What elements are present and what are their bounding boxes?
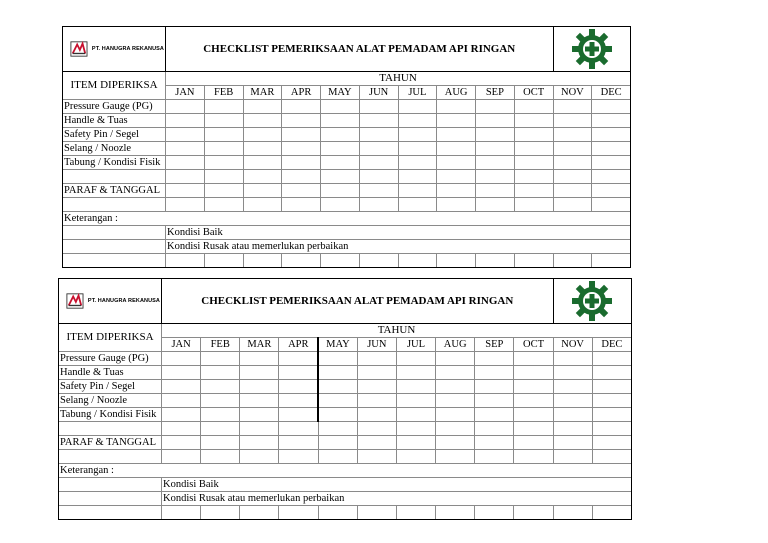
table-row	[63, 142, 631, 156]
company-logo-icon	[66, 292, 84, 310]
check-cell[interactable]	[321, 100, 360, 114]
company-name: PT. HANUGRA REKANUSA	[87, 297, 160, 304]
check-cell[interactable]	[398, 128, 437, 142]
check-cell[interactable]	[243, 128, 282, 142]
check-cell[interactable]	[166, 156, 205, 170]
check-cell[interactable]	[514, 352, 553, 366]
table-row	[59, 366, 632, 380]
month-header: MAY	[321, 86, 360, 100]
month-header: OCT	[514, 86, 553, 100]
check-cell[interactable]	[553, 394, 592, 408]
check-cell[interactable]	[201, 394, 240, 408]
check-cell[interactable]	[592, 114, 631, 128]
month-header: DEC	[592, 86, 631, 100]
month-header: APR	[279, 338, 318, 352]
check-cell[interactable]	[514, 408, 553, 422]
check-cell[interactable]	[166, 128, 205, 142]
check-cell[interactable]	[240, 408, 279, 422]
paraf-cell[interactable]	[592, 436, 631, 450]
check-cell[interactable]	[282, 128, 321, 142]
check-cell[interactable]	[162, 366, 201, 380]
safety-gear-cross-icon	[570, 279, 614, 323]
check-cell[interactable]	[279, 352, 318, 366]
check-cell[interactable]	[204, 156, 243, 170]
check-cell[interactable]	[321, 128, 360, 142]
check-cell[interactable]	[553, 114, 592, 128]
paraf-cell[interactable]	[436, 436, 475, 450]
paraf-cell[interactable]	[475, 436, 514, 450]
paraf-cell[interactable]	[318, 436, 357, 450]
check-cell[interactable]	[357, 366, 396, 380]
check-cell[interactable]	[396, 366, 435, 380]
check-cell[interactable]	[514, 394, 553, 408]
checklist-table	[58, 278, 632, 520]
table-row	[59, 408, 632, 422]
check-cell[interactable]	[279, 366, 318, 380]
month-header: NOV	[553, 338, 592, 352]
month-header: DEC	[592, 338, 631, 352]
month-header: APR	[282, 86, 321, 100]
paraf-cell[interactable]	[514, 436, 553, 450]
form-title: CHECKLIST PEMERIKSAAN ALAT PEMADAM API RINGAN	[166, 27, 554, 72]
month-header: MAR	[240, 338, 279, 352]
keterangan-label: Keterangan :	[63, 212, 631, 226]
check-cell[interactable]	[437, 100, 476, 114]
check-cell[interactable]	[476, 142, 515, 156]
check-cell[interactable]	[396, 352, 435, 366]
paraf-cell[interactable]	[201, 436, 240, 450]
item-header: ITEM DIPERIKSA	[63, 72, 166, 100]
check-cell[interactable]	[359, 156, 398, 170]
check-cell[interactable]	[475, 366, 514, 380]
paraf-cell[interactable]	[476, 184, 515, 198]
keterangan-row	[63, 212, 631, 226]
legend-damaged: Kondisi Rusak atau memerlukan perbaikan	[162, 492, 632, 506]
check-cell[interactable]	[201, 366, 240, 380]
check-cell[interactable]	[357, 394, 396, 408]
month-header: JAN	[162, 338, 201, 352]
check-cell[interactable]	[282, 100, 321, 114]
check-cell[interactable]	[553, 128, 592, 142]
check-cell[interactable]	[357, 408, 396, 422]
company-name: PT. HANUGRA REKANUSA	[91, 45, 164, 52]
check-cell[interactable]	[162, 394, 201, 408]
check-cell[interactable]	[282, 114, 321, 128]
month-header: MAR	[243, 86, 282, 100]
check-cell[interactable]	[514, 380, 553, 394]
check-cell[interactable]	[592, 156, 631, 170]
check-cell[interactable]	[359, 114, 398, 128]
check-cell[interactable]	[514, 128, 553, 142]
month-header: JUN	[359, 86, 398, 100]
year-header: TAHUN	[166, 72, 631, 86]
check-cell[interactable]	[321, 156, 360, 170]
paraf-cell[interactable]	[437, 184, 476, 198]
check-cell[interactable]	[592, 408, 631, 422]
legend-damaged: Kondisi Rusak atau memerlukan perbaikan	[166, 240, 631, 254]
keterangan-row	[59, 464, 632, 478]
check-cell[interactable]	[240, 352, 279, 366]
check-cell[interactable]	[437, 128, 476, 142]
check-cell[interactable]	[436, 352, 475, 366]
year-header: TAHUN	[162, 324, 632, 338]
check-cell[interactable]	[282, 142, 321, 156]
paraf-cell[interactable]	[359, 184, 398, 198]
check-cell[interactable]	[240, 394, 279, 408]
check-cell[interactable]	[553, 100, 592, 114]
check-cell[interactable]	[592, 352, 631, 366]
check-cell[interactable]	[162, 380, 201, 394]
check-cell[interactable]	[592, 128, 631, 142]
table-row	[63, 100, 631, 114]
check-cell[interactable]	[398, 100, 437, 114]
logo-cell	[59, 279, 162, 324]
check-cell[interactable]	[475, 380, 514, 394]
table-row	[63, 114, 631, 128]
check-cell[interactable]	[240, 366, 279, 380]
month-header: AUG	[437, 86, 476, 100]
legend-row	[63, 226, 631, 240]
item-label: Handle & Tuas	[63, 114, 166, 128]
check-cell[interactable]	[436, 408, 475, 422]
paraf-cell[interactable]	[204, 184, 243, 198]
check-cell[interactable]	[476, 114, 515, 128]
check-cell[interactable]	[357, 352, 396, 366]
check-cell[interactable]	[475, 394, 514, 408]
check-cell[interactable]	[475, 352, 514, 366]
legend-row	[63, 240, 631, 254]
paraf-row	[59, 436, 632, 450]
check-cell[interactable]	[592, 380, 631, 394]
legend-good: Kondisi Baik	[162, 478, 632, 492]
check-cell[interactable]	[437, 156, 476, 170]
check-cell[interactable]	[396, 408, 435, 422]
table-row	[63, 128, 631, 142]
check-cell[interactable]	[437, 142, 476, 156]
check-cell[interactable]	[476, 100, 515, 114]
paraf-cell[interactable]	[553, 436, 592, 450]
paraf-cell[interactable]	[321, 184, 360, 198]
check-cell[interactable]	[553, 142, 592, 156]
check-cell[interactable]	[204, 142, 243, 156]
paraf-cell[interactable]	[553, 184, 592, 198]
check-cell[interactable]	[514, 142, 553, 156]
check-cell[interactable]	[514, 114, 553, 128]
check-cell[interactable]	[282, 156, 321, 170]
check-cell[interactable]	[162, 352, 201, 366]
paraf-cell[interactable]	[514, 184, 553, 198]
form-title: CHECKLIST PEMERIKSAAN ALAT PEMADAM API RINGAN	[162, 279, 554, 324]
company-logo-icon	[70, 40, 88, 58]
month-header: FEB	[204, 86, 243, 100]
check-cell[interactable]	[396, 380, 435, 394]
table-row	[59, 352, 632, 366]
check-cell[interactable]	[243, 100, 282, 114]
paraf-row	[63, 184, 631, 198]
check-cell[interactable]	[436, 380, 475, 394]
paraf-cell[interactable]	[240, 436, 279, 450]
check-cell[interactable]	[592, 142, 631, 156]
item-label: Safety Pin / Segel	[63, 128, 166, 142]
paraf-cell[interactable]	[396, 436, 435, 450]
check-cell[interactable]	[553, 352, 592, 366]
check-cell[interactable]	[476, 128, 515, 142]
check-cell[interactable]	[357, 380, 396, 394]
item-header: ITEM DIPERIKSA	[59, 324, 162, 352]
item-label: Pressure Gauge (PG)	[59, 352, 162, 366]
check-cell[interactable]	[396, 394, 435, 408]
legend-good: Kondisi Baik	[166, 226, 631, 240]
check-cell[interactable]	[359, 142, 398, 156]
check-cell[interactable]	[243, 156, 282, 170]
month-header: AUG	[436, 338, 475, 352]
check-cell[interactable]	[318, 394, 357, 408]
check-cell[interactable]	[204, 128, 243, 142]
spacer-row	[59, 450, 632, 464]
month-header: JUN	[357, 338, 396, 352]
check-cell[interactable]	[398, 156, 437, 170]
paraf-cell[interactable]	[166, 184, 205, 198]
check-cell[interactable]	[279, 408, 318, 422]
check-cell[interactable]	[359, 128, 398, 142]
check-cell[interactable]	[321, 142, 360, 156]
check-cell[interactable]	[318, 366, 357, 380]
check-cell[interactable]	[321, 114, 360, 128]
check-cell[interactable]	[436, 366, 475, 380]
check-cell[interactable]	[201, 380, 240, 394]
check-cell[interactable]	[318, 380, 357, 394]
paraf-cell[interactable]	[162, 436, 201, 450]
month-header: SEP	[475, 338, 514, 352]
check-cell[interactable]	[318, 408, 357, 422]
paraf-cell[interactable]	[279, 436, 318, 450]
check-cell[interactable]	[592, 100, 631, 114]
check-cell[interactable]	[514, 366, 553, 380]
check-cell[interactable]	[553, 156, 592, 170]
check-cell[interactable]	[166, 100, 205, 114]
check-cell[interactable]	[162, 408, 201, 422]
item-label: Tabung / Kondisi Fisik	[59, 408, 162, 422]
check-cell[interactable]	[359, 100, 398, 114]
check-cell[interactable]	[592, 366, 631, 380]
item-label: Tabung / Kondisi Fisik	[63, 156, 166, 170]
item-label: Pressure Gauge (PG)	[63, 100, 166, 114]
check-cell[interactable]	[553, 366, 592, 380]
check-cell[interactable]	[166, 114, 205, 128]
checklist-card-1	[62, 26, 631, 268]
spacer-row	[63, 198, 631, 212]
check-cell[interactable]	[243, 114, 282, 128]
table-row	[59, 394, 632, 408]
check-cell[interactable]	[475, 408, 514, 422]
legend-row	[59, 478, 632, 492]
check-cell[interactable]	[201, 352, 240, 366]
check-cell[interactable]	[279, 380, 318, 394]
legend-row	[59, 492, 632, 506]
table-row	[63, 156, 631, 170]
item-label: Handle & Tuas	[59, 366, 162, 380]
check-cell[interactable]	[553, 380, 592, 394]
check-cell[interactable]	[553, 408, 592, 422]
paraf-cell[interactable]	[243, 184, 282, 198]
item-label: Selang / Noozle	[59, 394, 162, 408]
icon-cell	[553, 27, 631, 72]
table-row	[59, 380, 632, 394]
check-cell[interactable]	[398, 142, 437, 156]
check-cell[interactable]	[240, 380, 279, 394]
paraf-cell[interactable]	[357, 436, 396, 450]
icon-cell	[553, 279, 631, 324]
month-header: JUL	[396, 338, 435, 352]
paraf-cell[interactable]	[592, 184, 631, 198]
check-cell[interactable]	[201, 408, 240, 422]
month-header: JAN	[166, 86, 205, 100]
item-label: Selang / Noozle	[63, 142, 166, 156]
paraf-cell[interactable]	[282, 184, 321, 198]
spacer-row	[63, 170, 631, 184]
check-cell[interactable]	[243, 142, 282, 156]
logo-cell	[63, 27, 166, 72]
check-cell[interactable]	[476, 156, 515, 170]
check-cell[interactable]	[204, 100, 243, 114]
paraf-label: PARAF & TANGGAL	[63, 184, 166, 198]
check-cell[interactable]	[514, 100, 553, 114]
month-header: OCT	[514, 338, 553, 352]
check-cell[interactable]	[166, 142, 205, 156]
safety-gear-cross-icon	[570, 27, 614, 71]
checklist-card-2	[58, 278, 632, 520]
check-cell[interactable]	[318, 352, 357, 366]
month-header: SEP	[476, 86, 515, 100]
month-header: MAY	[318, 338, 357, 352]
check-cell[interactable]	[437, 114, 476, 128]
check-cell[interactable]	[436, 394, 475, 408]
check-cell[interactable]	[279, 394, 318, 408]
paraf-cell[interactable]	[398, 184, 437, 198]
spacer-row	[59, 506, 632, 520]
spacer-row	[59, 422, 632, 436]
month-header: NOV	[553, 86, 592, 100]
keterangan-label: Keterangan :	[59, 464, 632, 478]
check-cell[interactable]	[514, 156, 553, 170]
checklist-table	[62, 26, 631, 268]
check-cell[interactable]	[398, 114, 437, 128]
month-header: JUL	[398, 86, 437, 100]
check-cell[interactable]	[592, 394, 631, 408]
spacer-row	[63, 254, 631, 268]
check-cell[interactable]	[204, 114, 243, 128]
paraf-label: PARAF & TANGGAL	[59, 436, 162, 450]
month-header: FEB	[201, 338, 240, 352]
item-label: Safety Pin / Segel	[59, 380, 162, 394]
